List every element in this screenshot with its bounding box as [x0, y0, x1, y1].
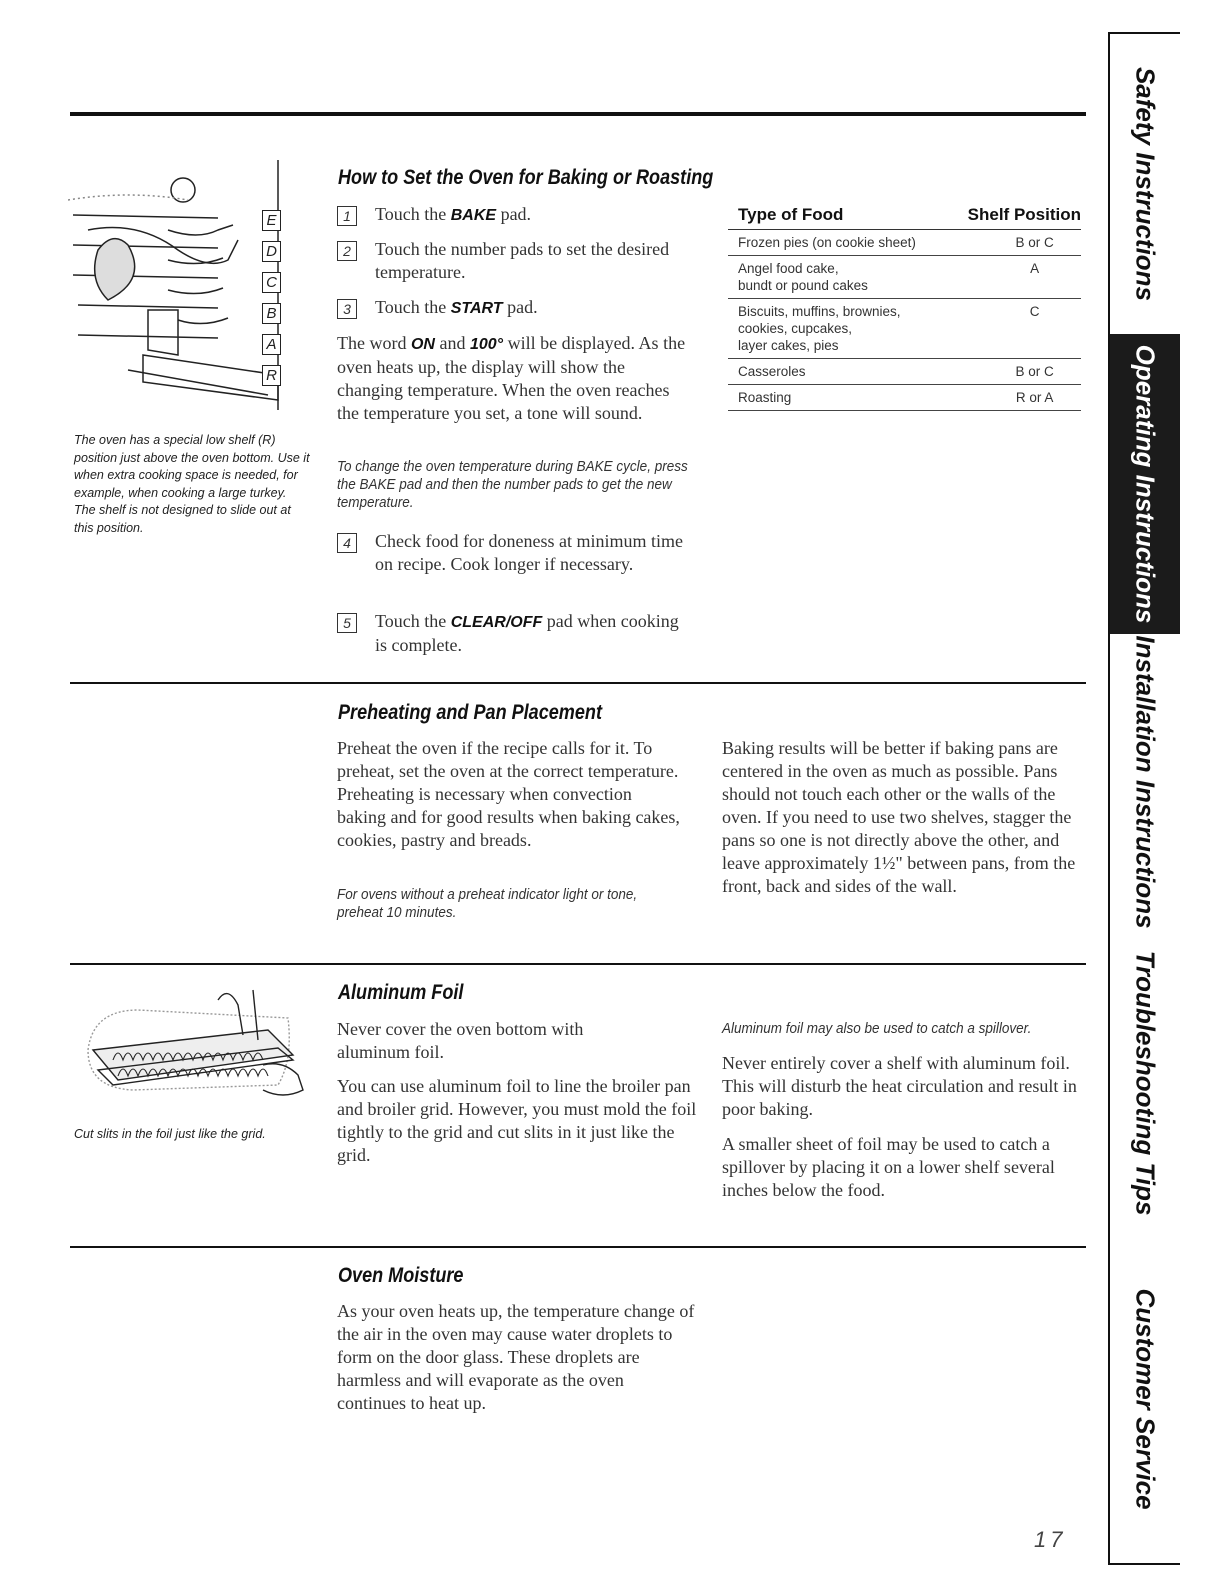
moisture-text: As your oven heats up, the temperature change of the air in the oven may cause water droplets to form on the door glass. These droplets are harmless and will evaporate as the oven continues to heat up. [337, 1301, 695, 1413]
step-text: Check food for doneness at minimum time on recipe. Cook longer if necessary. [375, 531, 683, 574]
table-row [728, 256, 1081, 299]
table-row [728, 385, 1081, 411]
food-cell: Roasting [728, 385, 948, 411]
foil-paragraph-2: You can use aluminum foil to line the broiler pan and broiler grid. However, you must mold the foil tightly to the grid and cut slits in it just like the grid. [337, 1076, 697, 1165]
section-rule-1 [70, 682, 1086, 684]
position-cell: B or C [948, 359, 1081, 385]
baking-step-2 [337, 238, 692, 285]
tab-troubleshooting-tips[interactable]: Troubleshooting Tips [1110, 930, 1180, 1237]
foil-paragraph-4: A smaller sheet of foil may be used to catch a spillover by placing it on a lower shelf several inches below the food. [722, 1134, 1055, 1200]
table-row [728, 299, 1081, 359]
foil-note: Aluminum foil may also be used to catch a spillover. [722, 1020, 1032, 1037]
tab-customer-service[interactable]: Customer Service [1110, 1235, 1180, 1563]
position-cell: C [948, 299, 1081, 359]
food-cell: Angel food cake, bundt or pound cakes [728, 256, 948, 299]
baking-section-title: How to Set the Oven for Baking or Roasting [338, 166, 714, 189]
foil-grid-illustration [78, 980, 308, 1120]
food-cell: Biscuits, muffins, brownies, cookies, cupcakes, layer cakes, pies [728, 299, 948, 359]
section-rule-3 [70, 1246, 1086, 1248]
baking-note: To change the oven temperature during BAKE cycle, press the BAKE pad and then the number pads to get the new temperature. [337, 458, 688, 511]
baking-step-5 [337, 610, 692, 657]
step-number-box: 2 [337, 241, 357, 261]
step-number-box: 3 [337, 299, 357, 319]
baking-step-1 [337, 203, 692, 227]
section-rule-2 [70, 963, 1086, 965]
shelf-label-d: D [262, 241, 281, 262]
position-cell: B or C [948, 230, 1081, 256]
baking-step-4 [337, 530, 692, 577]
oven-shelf-illustration [68, 160, 308, 420]
food-cell: Casseroles [728, 359, 948, 385]
preheat-right-text: Baking results will be better if baking pans are centered in the oven as much as possible. Pans should not touch each other or the walls of the oven. If you need to use two shelves, stagger the pans so one is not directly above the other, and leave approximately 1½" between pans, from the front, back and sides of the wall. [722, 738, 1076, 896]
shelf-label-b: B [262, 303, 281, 324]
foil-section-title: Aluminum Foil [338, 981, 464, 1004]
food-cell: Frozen pies (on cookie sheet) [728, 230, 948, 256]
foil-paragraph-3: Never entirely cover a shelf with aluminum foil. This will disturb the heat circulation and result in poor baking. [722, 1053, 1077, 1119]
position-cell: R or A [948, 385, 1081, 411]
step-text: Touch the number pads to set the desired temperature. [375, 239, 670, 282]
step-number-box: 5 [337, 613, 357, 633]
moisture-section-title: Oven Moisture [338, 1264, 464, 1287]
step-text: Touch the START pad. [375, 297, 538, 317]
tab-installation-instructions[interactable]: Installation Instructions [1110, 634, 1180, 932]
shelf-label-a: A [262, 334, 281, 355]
preheat-left-text: Preheat the oven if the recipe calls for it. To preheat, set the oven at the correct temperature. Preheating is necessary when convection baking and for good results when baking cakes, cookies, pastry and breads. [337, 738, 680, 850]
preheat-section-title: Preheating and Pan Placement [338, 701, 602, 724]
shelf-label-r: R [262, 365, 281, 386]
table-row [728, 230, 1081, 256]
display-description: The word ON and 100° will be displayed. As the oven heats up, the display will show the changing temperature. When the oven reaches the temperature you set, a tone will sound. [337, 333, 686, 423]
tab-safety-instructions[interactable]: Safety Instructions [1110, 34, 1180, 336]
step-text: Touch the CLEAR/OFF pad when cooking is complete. [375, 611, 679, 655]
table-header-position: Shelf Position [948, 205, 1081, 230]
step-number-box: 1 [337, 206, 357, 226]
preheat-note: For ovens without a preheat indicator light or tone, preheat 10 minutes. [337, 886, 638, 921]
shelf-label-c: C [262, 272, 281, 293]
oven-shelf-caption: The oven has a special low shelf (R) position just above the oven bottom. Use it when extra cooking space is needed, for example, when cooking a large turkey. The shelf is not designed to slide out at this position. [74, 433, 310, 535]
baking-step-3 [337, 296, 692, 320]
step-number-box: 4 [337, 533, 357, 553]
foil-caption: Cut slits in the foil just like the grid. [74, 1127, 266, 1141]
tab-operating-instructions[interactable]: Operating Instructions [1110, 334, 1180, 636]
shelf-position-table [728, 205, 1081, 411]
foil-paragraph-1: Never cover the oven bottom with aluminum foil. [337, 1019, 584, 1062]
table-row [728, 359, 1081, 385]
position-cell: A [948, 256, 1081, 299]
step-text: Touch the BAKE pad. [375, 204, 532, 224]
top-rule [70, 112, 1086, 116]
table-header-food: Type of Food [728, 205, 948, 230]
shelf-label-e: E [262, 210, 281, 231]
page-number: 17 [1034, 1527, 1067, 1552]
